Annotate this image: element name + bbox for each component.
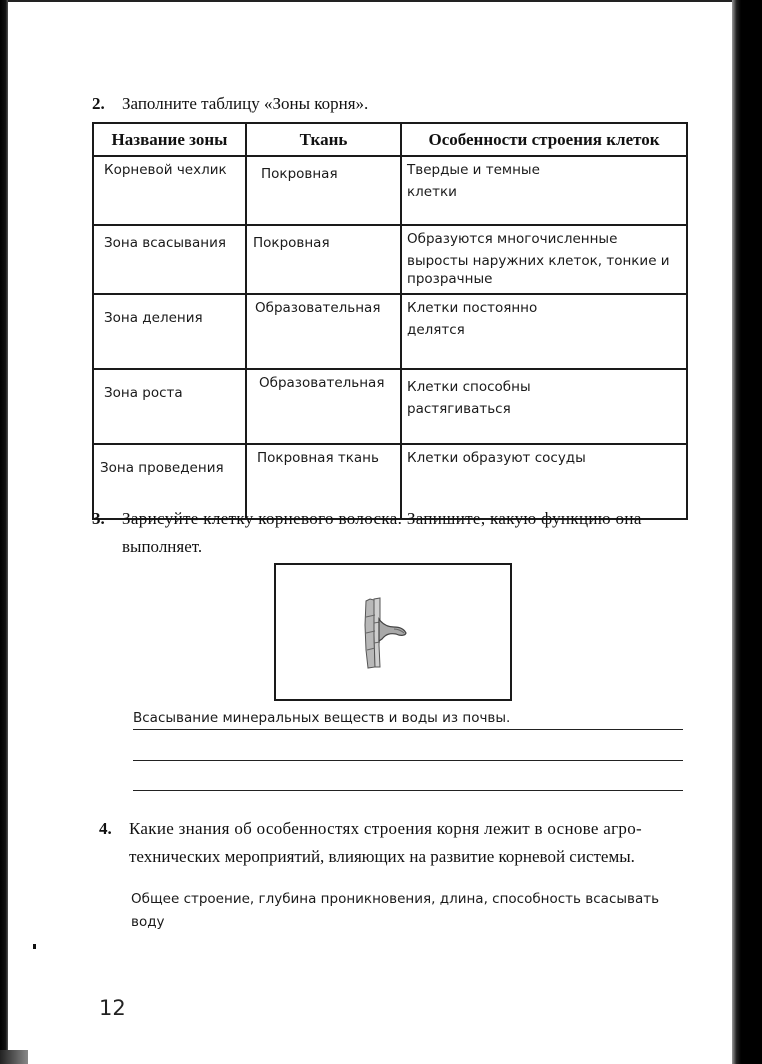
table-row (93, 156, 687, 225)
answer-line (133, 768, 683, 791)
answer-text: Всасывание минеральных веществ и воды из почвы. (133, 710, 511, 726)
tissue-cell: Покровная (246, 156, 401, 225)
task-number: 2. (92, 94, 105, 113)
features-line: Образуются многочисленные (407, 231, 618, 247)
root-zones-table (92, 122, 688, 520)
drawing-box (274, 563, 512, 701)
task-number: 3. (92, 509, 105, 528)
scan-border-top (0, 0, 762, 2)
scan-border-right (732, 0, 762, 1064)
scan-corner (0, 1050, 28, 1064)
features-line: Клетки постоянно (407, 300, 538, 316)
scan-artifact-dot (33, 944, 36, 949)
tissue-cell: Образовательная (246, 294, 401, 369)
task-text: Какие знания об особенностях строения корня лежит в основе агро- (129, 819, 642, 838)
features-cell (401, 294, 687, 369)
task-4-answer (131, 888, 701, 934)
features-line: Клетки способны (407, 379, 531, 395)
tissue-cell: Образовательная (246, 369, 401, 444)
root-hair-cell-drawing-icon (360, 595, 420, 670)
answer-line (133, 707, 683, 730)
answer-line (133, 738, 683, 761)
table-row (93, 294, 687, 369)
features-line: Твердые и темные (407, 162, 540, 178)
zone-name-cell: Зона проведения (93, 444, 246, 519)
task-text-continued: выполняет. (122, 537, 203, 556)
features-line: прозрачные (407, 272, 493, 287)
page-number: 12 (99, 996, 126, 1020)
header-zone-name: Название зоны (93, 123, 246, 156)
features-line: выросты наружних клеток, тонкие и (407, 253, 670, 269)
task-text: Зарисуйте клетку корневого волоска. Запишите, какую функцию она (122, 509, 642, 528)
features-line: клетки (407, 184, 457, 200)
features-line: Клетки образуют сосуды (407, 450, 586, 466)
features-line: делятся (407, 322, 465, 338)
tissue-cell: Покровная ткань (246, 444, 401, 519)
task-text: Заполните таблицу «Зоны корня». (122, 94, 369, 113)
tissue-cell: Покровная (246, 225, 401, 294)
features-cell (401, 369, 687, 444)
features-cell (401, 156, 687, 225)
task-number: 4. (99, 819, 112, 838)
scan-border-left (0, 0, 8, 1064)
zone-name-cell: Зона роста (93, 369, 246, 444)
zone-name-cell: Корневой чехлик (93, 156, 246, 225)
features-cell (401, 225, 687, 294)
zone-name-cell: Зона всасывания (93, 225, 246, 294)
header-tissue: Ткань (246, 123, 401, 156)
task-4-heading (99, 815, 699, 871)
table-row (93, 225, 687, 294)
header-cell-features: Особенности строения клеток (401, 123, 687, 156)
answer-line-1: Общее строение, глубина проникновения, длина, способность всасывать (131, 891, 660, 907)
table-row (93, 369, 687, 444)
zone-name-cell: Зона деления (93, 294, 246, 369)
task-text-continued: технических мероприятий, влияющих на развитие корневой системы. (129, 847, 635, 866)
answer-line-2: воду (131, 914, 165, 930)
features-line: растягиваться (407, 401, 511, 417)
table-header-row (93, 123, 687, 156)
task-2-heading (92, 90, 368, 118)
task-3-heading (92, 505, 692, 561)
